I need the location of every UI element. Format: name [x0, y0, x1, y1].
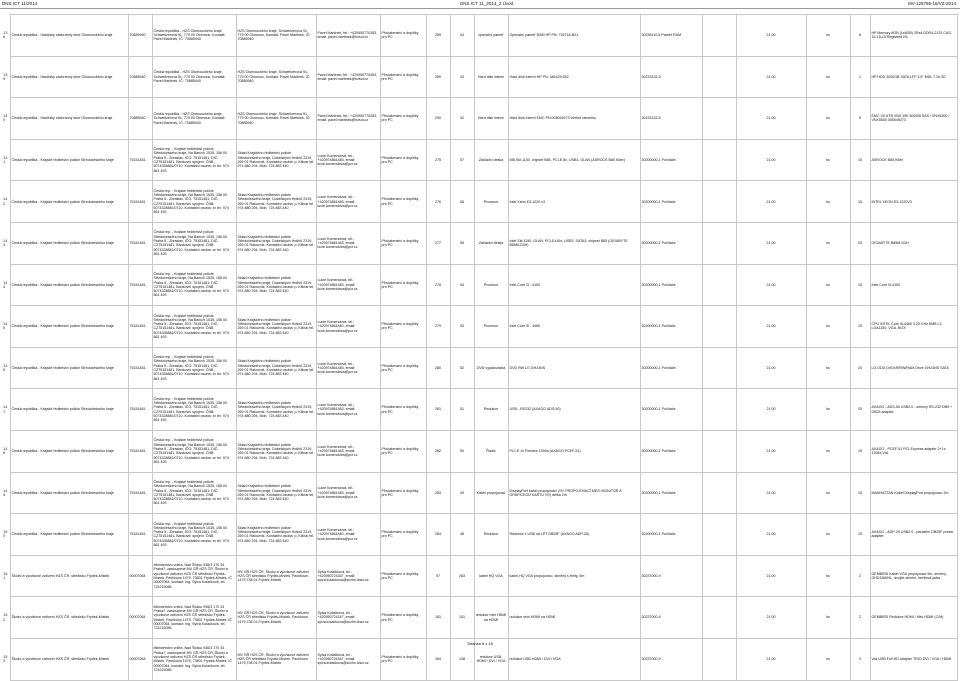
item-name-cell: Základní deska — [474, 222, 508, 264]
note-cell: EMC VX 6TB VNX 15K 600GB SAS / VNX5300 / VNX5500 005049273 — [870, 98, 957, 140]
delivery-place-cell: HZS Olomouckého kraje, Schweitzerova 91, 779 00 Olomouc, Kontakt: Pavel Martinek, IČ: 70885940 — [236, 98, 316, 140]
contracting-authority: Česká republika - Krajské ředitelství policie Středočeského kraje — [10, 264, 128, 306]
quantity-cell: 20 — [850, 347, 870, 389]
item-name-cell: Procesor — [474, 306, 508, 348]
unit-label-cell: ks — [806, 597, 850, 639]
vat-rate-cell: 21.00 — [736, 638, 806, 680]
item-name-cell: operační paměť — [474, 15, 508, 57]
table-row — [2, 264, 957, 306]
item-name-cell: redukce mini HDMI na HDMI — [474, 597, 508, 639]
item-id-cell: 277 — [426, 222, 450, 264]
ico-cell: 75151481 — [128, 347, 152, 389]
item-description-cell: Intel Skt.1150, GLAN, PCI-Ex16x, USB3, SATA3, chipset B85 (GIGABYTE B85M-D3H) — [508, 222, 640, 264]
cpv-code-cell: 30237000-9 — [640, 555, 702, 597]
page-header — [0, 0, 960, 8]
item-id-cell: 181 — [426, 597, 450, 639]
item-name-cell: Kabel propojovací — [474, 472, 508, 514]
item-description-cell: PCI-E 1x Firewire 1394a (AXAGO PCEF-51) — [508, 430, 640, 472]
item-id-cell: 275 — [426, 139, 450, 181]
row-number: 148 — [3, 445, 8, 456]
item-description-cell: Hard disk interní HP PN: 484429-002 — [508, 56, 640, 98]
unit-label-cell: ks — [806, 638, 850, 680]
ico-cell: 75151481 — [128, 430, 152, 472]
item-name-cell: DVD vypalovačka — [474, 347, 508, 389]
row-number: 140 — [3, 113, 8, 123]
address-cell: Česká rep. - Krajské ředitelství policie Středočeského kraje, Na Baních 1535, 156 00 Praha 5 - Zbraslav, IČO: 75151481, DIČ: CZ75151481, Bankovní spojení: ČNB 5074328881/0710. Kontaktní osoba: xx tel. 974 861 493 — [152, 181, 236, 223]
vat-rate-cell: 21.00 — [736, 347, 806, 389]
vat-rate-cell: 21.00 — [736, 306, 806, 348]
cpv-code-cell: 30200000-1 Počítače — [640, 347, 702, 389]
unit-cell — [702, 56, 736, 98]
category-cell: Příslušenství a doplňky pro PC — [380, 222, 426, 264]
item-description-cell: DisplayPort kabel propojovací (!!!!! PROPOJOVACÍ MEZI MONITOR A GRAFICKOU KARTU !!!!!) délka 2m — [508, 472, 640, 514]
quantity-cell: 5 — [850, 98, 870, 140]
contracting-authority: Česká republika - Krajské ředitelství policie Středočeského kraje — [10, 222, 128, 264]
sequence-cell: 151 — [450, 597, 474, 639]
contracting-authority: Česká republika - Krajské ředitelství policie Středočeského kraje — [10, 430, 128, 472]
unit-cell — [702, 472, 736, 514]
sequence-cell: 54 — [450, 264, 474, 306]
contracting-authority: Česká republika - Krajské ředitelství policie Středočeského kraje — [10, 306, 128, 348]
item-id-cell: 279 — [426, 306, 450, 348]
sequence-cell: 49 — [450, 472, 474, 514]
delivery-place-cell: MV GŘ HZS ČR, Školní a výcvikové zařízení HZS ČR středisko Frýdek-Místek, Pavlíkova 1479,738 01 Frýdek-Místek — [236, 638, 316, 680]
address-cell: Česká rep. - Krajské ředitelství policie Středočeského kraje, Na Baních 1535, 156 00 Praha 5 - Zbraslav, IČO: 75151481, DIČ: CZ75151481, Bankovní spojení: ČNB 5074328881/0710. Kontaktní osoba: xx tel. 974 861 493 — [152, 264, 236, 306]
category-cell: Příslušenství a doplňky pro PC — [380, 98, 426, 140]
delivery-place-cell: Sklad Krajského ředitelství policie Středočeského kraje, Dukelských Hrdinů 2319, 269 01 Rakovník, Kontaktní osoba: p. Kilinar tel. 974 880 294, Mob. 724 883 440 — [236, 139, 316, 181]
sequence-cell: 50 — [450, 430, 474, 472]
table-row — [2, 472, 957, 514]
contact-cell: Sylva Kotačková, tel.: +420950724347, email: sylva.kotackova@svzhn.izscr.cz — [316, 555, 380, 597]
header-center: DNS ICT 11_2014_2 Úvod — [460, 1, 514, 6]
note-cell: GEMBIRD Kabel VGA propojovací 5m, stíněný, GHD15M/HL, dvojité stínění, ferritová jádra — [870, 555, 957, 597]
contracting-authority: Česká republika - Krajské ředitelství policie Středočeského kraje — [10, 514, 128, 556]
delivery-place-cell: Sklad Krajského ředitelství policie Středočeského kraje, Dukelských Hrdinů 2319, 269 01 Rakovník, Kontaktní osoba: p. Kilinar tel. 974 880 294, Mob. 724 883 440 — [236, 514, 316, 556]
cpv-code-cell: 30200000-1 Počítače — [640, 389, 702, 431]
ico-cell: 75151481 — [128, 514, 152, 556]
unit-cell — [702, 98, 736, 140]
item-name-cell: Hard disk interní — [474, 98, 508, 140]
ico-cell: 70885940 — [128, 98, 152, 140]
item-name-cell: Redukce — [474, 389, 508, 431]
address-cell: Ministerstvo vnitra, Nad Štolou 936/3 170 34 Praha7, zastoupené MV GŘ HZS ČR, Školní a výcvikové zařízení HZS ČR středisko Frýdek-Místek, Pavlíkova 1479, 73801 Frýdek-Místek, IČ 00007064, kontakt: Ing. Sylva Kotačková, tel. 724215086 — [152, 638, 236, 680]
item-description-cell: redukce USB-HDMI / DVI / VGA — [508, 638, 640, 680]
note-cell: GIGABYTE B85M-D3H — [870, 222, 957, 264]
table-row — [2, 389, 957, 431]
vat-rate-cell: 21.00 — [736, 222, 806, 264]
item-description-cell: Intel Core i3 - 4150 — [508, 264, 640, 306]
category-cell: Příslušenství a doplňky pro PC — [380, 347, 426, 389]
sequence-cell: 55 — [450, 222, 474, 264]
unit-cell — [702, 597, 736, 639]
delivery-place-cell: HZS Olomouckého kraje, Schweitzerova 91, 779 00 Olomouc, Kontakt: Pavel Martinek, IČ: 70885940 — [236, 56, 316, 98]
unit-label-cell: ks — [806, 139, 850, 181]
quantity-cell: 6 — [850, 15, 870, 57]
ico-cell: 75151481 — [128, 472, 152, 514]
contact-cell: Lucie Komendová, tel.: +420974861483, email: lucie.komendova@pcr.cz — [316, 514, 380, 556]
address-cell: Česká rep. - Krajské ředitelství policie Středočeského kraje, Na Baních 1535, 156 00 Praha 5 - Zbraslav, IČO: 75151481, DIČ: CZ75151481, Bankovní spojení: ČNB 5074328881/0710. Kontaktní osoba: xx tel. 974 861 493 — [152, 389, 236, 431]
cpv-code-cell: 30200000-1 Počítače — [640, 181, 702, 223]
contact-cell: Lucie Komendová, tel.: +420974861483, email: lucie.komendova@pcr.cz — [316, 347, 380, 389]
ico-cell: 75151481 — [128, 139, 152, 181]
item-name-cell: Procesor — [474, 264, 508, 306]
contracting-authority: Školní a výcvikové zařízení HZS ČR, středisko Frýdek-Místek — [10, 638, 128, 680]
contracting-authority: Česká republika - Hasičský záchranný sbor Olomouckého kraje — [10, 15, 128, 57]
category-cell: Příslušenství a doplňky pro PC — [380, 56, 426, 98]
item-description-cell: USB - RS232 (AXAGO ADS-50) — [508, 389, 640, 431]
table-row — [2, 306, 957, 348]
item-id-cell: 280 — [426, 347, 450, 389]
sequence-cell: 42 — [450, 98, 474, 140]
row-number: 141 — [3, 154, 8, 165]
unit-label-cell: ks — [806, 472, 850, 514]
delivery-place-cell: Sklad Krajského ředitelství policie Středočeského kraje, Dukelských Hrdinů 2319, 269 01 Rakovník, Kontaktní osoba: p. Kilinar tel. 974 880 294, Mob. 724 883 440 — [236, 306, 316, 348]
cpv-code-cell: 30200000-1 Počítače — [640, 139, 702, 181]
sequence-cell: 148 — [450, 638, 474, 680]
item-description-cell: MB Skt.1150, chipset B85, PCI-E 8x, USB3, GLAN (ASROCK B85 Killer) — [508, 139, 640, 181]
note-cell: INTEL XEON E3-1220V3 — [870, 181, 957, 223]
item-id-cell: 282 — [426, 430, 450, 472]
contracting-authority: Česká republika - Hasičský záchranný sbor Olomouckého kraje — [10, 56, 128, 98]
row-number: 139 — [3, 71, 8, 81]
contracting-authority: Česká republika - Krajské ředitelství policie Středočeského kraje — [10, 181, 128, 223]
quantity-cell: 1 — [850, 56, 870, 98]
table-row — [2, 347, 957, 389]
quantity-cell: 2 — [850, 638, 870, 680]
category-cell: Příslušenství a doplňky pro PC — [380, 139, 426, 181]
header-divider — [0, 8, 960, 9]
unit-cell — [702, 264, 736, 306]
delivery-place-cell: MV GŘ HZS ČR, Školní a výcvikové zařízení HZS ČR středisko Frýdek-Místek, Pavlíkova 1479,738 01 Frýdek-Místek — [236, 555, 316, 597]
unit-cell — [702, 514, 736, 556]
note-cell: Intel Core i3-4150 — [870, 264, 957, 306]
quantity-cell: 15 — [850, 514, 870, 556]
sequence-cell: 44 — [450, 15, 474, 57]
contact-cell: Pavel Martinek, tel.: +420950770283, email: pavel.martinek@hzsol.cz — [316, 98, 380, 140]
address-cell: Česká rep. - Krajské ředitelství policie Středočeského kraje, Na Baních 1535, 156 00 Praha 5 - Zbraslav, IČO: 75151481, DIČ: CZ75151481, Bankovní spojení: ČNB 5074328881/0710. Kontaktní osoba: xx tel. 974 861 493 — [152, 472, 236, 514]
cpv-code-cell: 30233132-5 — [640, 56, 702, 98]
address-cell: Česká rep. - Krajské ředitelství policie Středočeského kraje, Na Baních 1535, 156 00 Praha 5 - Zbraslav, IČO: 75151481, DIČ: CZ75151481, Bankovní spojení: ČNB 5074328881/0710. Kontaktní osoba: xx tel. 974 861 493 — [152, 139, 236, 181]
note-cell: LG ODD DVD±R/RW/RAM Drive GH24NS SATA — [870, 347, 957, 389]
item-id-cell: 283 — [426, 472, 450, 514]
category-cell: Příslušenství a doplňky pro PC — [380, 472, 426, 514]
quantity-cell: 2 — [850, 597, 870, 639]
delivery-place-cell: HZS Olomouckého kraje, Schweitzerova 91, 779 00 Olomouc, Kontakt: Pavel Martinek, IČ: 70885940 — [236, 15, 316, 57]
row-number: 147 — [3, 404, 8, 414]
item-name-cell: Řadič — [474, 430, 508, 472]
ico-cell: 00007064 — [128, 638, 152, 680]
item-name-cell: kabel HQ VGA — [474, 555, 508, 597]
row-number: 138 — [3, 30, 8, 40]
cpv-code-cell: 30233132-5 — [640, 98, 702, 140]
cpv-code-cell: 30200000-1 Počítače — [640, 514, 702, 556]
address-cell: Ministerstvo vnitra, Nad Štolou 936/3 170 34 Praha7, zastoupené MV GŘ HZS ČR, Školní a výcvikové zařízení HZS ČR středisko Frýdek-Místek, Pavlíkova 1479, 73801 Frýdek-Místek, IČ 00007064, kontakt: Ing. Sylva Kotačková, tel. 724215086 — [152, 597, 236, 639]
item-description-cell: DVD RW LG GH24NS — [508, 347, 640, 389]
unit-label-cell: ks — [806, 389, 850, 431]
delivery-place-cell: Sklad Krajského ředitelství policie Středočeského kraje, Dukelských Hrdinů 2319, 269 01 Rakovník, Kontaktní osoba: p. Kilinar tel. 974 880 294, Mob. 724 883 440 — [236, 347, 316, 389]
sequence-cell: 53 — [450, 306, 474, 348]
quantity-cell: 20 — [850, 222, 870, 264]
cpv-code-cell: 30200000-1 Počítače — [640, 430, 702, 472]
note-cell: AXAGO - ADS-50 USB2.0 - sériový RS-232 DB9 + DB25 adaptér — [870, 389, 957, 431]
contracting-authority: Česká republika - Krajské ředitelství policie Středočeského kraje — [10, 139, 128, 181]
item-id-cell: 284 — [426, 514, 450, 556]
unit-cell — [702, 347, 736, 389]
unit-label-cell: ks — [806, 430, 850, 472]
vat-rate-cell: 21.00 — [736, 56, 806, 98]
quantity-cell: 15 — [850, 430, 870, 472]
cpv-code-cell: 30200000-1 Počítače — [640, 222, 702, 264]
address-cell: Česká rep. - Krajské ředitelství policie Středočeského kraje, Na Baních 1535, 156 00 Praha 5 - Zbraslav, IČO: 75151481, DIČ: CZ75151481, Bankovní spojení: ČNB 5074328881/0710. Kontaktní osoba: xx tel. 974 861 493 — [152, 306, 236, 348]
contracting-authority: Školní a výcvikové zařízení HZS ČR, středisko Frýdek-Místek — [10, 555, 128, 597]
row-number: 151 — [3, 570, 8, 581]
unit-cell — [702, 389, 736, 431]
contact-cell: Lucie Komendová, tel.: +420974861483, email: lucie.komendova@pcr.cz — [316, 181, 380, 223]
delivery-place-cell: MV GŘ HZS ČR, Školní a výcvikové zařízení HZS ČR středisko Frýdek-Místek, Pavlíkova 1479,738 01 Frýdek-Místek — [236, 597, 316, 639]
delivery-place-cell: Sklad Krajského ředitelství policie Středočeského kraje, Dukelských Hrdinů 2319, 269 01 Rakovník, Kontaktní osoba: p. Kilinar tel. 974 880 294, Mob. 724 883 440 — [236, 264, 316, 306]
header-right: MV-128755-16/VZ-2014 — [907, 1, 956, 6]
item-name-cell: Procesor — [474, 181, 508, 223]
ico-cell: 70885940 — [128, 56, 152, 98]
sequence-cell: 48 — [450, 514, 474, 556]
ico-cell: 75151481 — [128, 306, 152, 348]
ico-cell: 75151481 — [128, 181, 152, 223]
category-cell: Příslušenství a doplňky pro PC — [380, 555, 426, 597]
item-id-cell: 184 — [426, 638, 450, 680]
table-row — [2, 98, 957, 140]
address-cell: Česká republika - HZS Olomouckého kraje, Schweitzerova 91, 779 00 Olomouc, Kontakt: Pavel Martinek, IČ: 70885940 — [152, 98, 236, 140]
contracting-authority: Školní a výcvikové zařízení HZS ČR, středisko Frýdek-Místek — [10, 597, 128, 639]
row-number: 152 — [3, 612, 8, 622]
table-row — [2, 139, 957, 181]
cpv-code-cell: 30200000-1 Počítače — [640, 306, 702, 348]
cpv-code-cell: 30237000-9 — [640, 597, 702, 639]
vat-rate-cell: 21.00 — [736, 139, 806, 181]
contact-cell: Lucie Komendová, tel.: +420974861483, email: lucie.komendova@pcr.cz — [316, 472, 380, 514]
ico-cell: 75151481 — [128, 222, 152, 264]
contracting-authority: Česká republika - Hasičský záchranný sbor Olomouckého kraje — [10, 98, 128, 140]
quantity-cell: 20 — [850, 389, 870, 431]
table-body — [2, 15, 957, 681]
contact-cell: Pavel Martinek, tel.: +420950770283, email: pavel.martinek@hzsol.cz — [316, 15, 380, 57]
address-cell: Česká rep. - Krajské ředitelství policie Středočeského kraje, Na Baních 1535, 156 00 Praha 5 - Zbraslav, IČO: 75151481, DIČ: CZ75151481, Bankovní spojení: ČNB 5074328881/0710. Kontaktní osoba: xx tel. 974 861 493 — [152, 514, 236, 556]
item-name-cell: redukce USB-HDMI / DVI / VGA — [474, 638, 508, 680]
unit-cell — [702, 181, 736, 223]
table-row — [2, 15, 957, 57]
category-cell: Příslušenství a doplňky pro PC — [380, 264, 426, 306]
sequence-cell: 43 — [450, 56, 474, 98]
unit-label-cell: ks — [806, 181, 850, 223]
address-cell: Česká republika - HZS Olomouckého kraje, Schweitzerova 91, 779 00 Olomouc, Kontakt: Pavel Martinek, IČ: 70885940 — [152, 15, 236, 57]
vat-rate-cell: 21.00 — [736, 555, 806, 597]
vat-rate-cell: 21.00 — [736, 430, 806, 472]
unit-label-cell: ks — [806, 222, 850, 264]
quantity-cell: 2 — [850, 555, 870, 597]
category-cell: Příslušenství a doplňky pro PC — [380, 15, 426, 57]
row-number: 149 — [3, 487, 8, 497]
sequence-cell: 56 — [450, 181, 474, 223]
ico-cell: 70885940 — [128, 15, 152, 57]
note-cell: Vaz USB Full HD Adapter TRIO DVI / VGA / HDMI — [870, 638, 957, 680]
contact-cell: Lucie Komendová, tel.: +420974861483, email: lucie.komendova@pcr.cz — [316, 389, 380, 431]
cpv-code-cell: 30237000-9 — [640, 638, 702, 680]
table-row — [2, 222, 957, 264]
unit-cell — [702, 306, 736, 348]
item-id-cell: 289 — [426, 15, 450, 57]
item-description-cell: Hard disk interní EMC PN:005049273 včetně rámečku — [508, 98, 640, 140]
row-number: 143 — [3, 237, 8, 248]
vat-rate-cell: 21.00 — [736, 597, 806, 639]
unit-cell — [702, 139, 736, 181]
contact-cell: Lucie Komendová, tel.: +420974861483, email: lucie.komendova@pcr.cz — [316, 430, 380, 472]
unit-label-cell: ks — [806, 264, 850, 306]
vat-rate-cell: 21.00 — [736, 389, 806, 431]
cpv-code-cell: 30200000-1 Počítače — [640, 264, 702, 306]
vat-rate-cell: 21.00 — [736, 15, 806, 57]
note-cell: MANHATTAN Kabel DisplayPort propojovací 2m — [870, 472, 957, 514]
vat-rate-cell: 21.00 — [736, 514, 806, 556]
page-footer: Stránka 6 z 18 — [467, 641, 493, 646]
quantity-cell: 15 — [850, 181, 870, 223]
cpv-code-cell: 30200000-1 Počítače — [640, 472, 702, 514]
contact-cell: Lucie Komendová, tel.: +420974861483, email: lucie.komendova@pcr.cz — [316, 306, 380, 348]
unit-label-cell: ks — [806, 15, 850, 57]
table-row — [2, 555, 957, 597]
table-row — [2, 181, 957, 223]
sequence-cell: 51 — [450, 389, 474, 431]
unit-label-cell: ks — [806, 306, 850, 348]
ico-cell: 75151481 — [128, 389, 152, 431]
note-cell: GEMBIRD Redukce HDMI / Mini HDMI (C/M) — [870, 597, 957, 639]
vat-rate-cell: 21.00 — [736, 472, 806, 514]
ico-cell: 00007064 — [128, 555, 152, 597]
sequence-cell: 52 — [450, 347, 474, 389]
note-cell: AXAGO - ADP-25 USB2.0 - paralelní DB25F printer adaptér — [870, 514, 957, 556]
note-cell: HP Memory 8GB (1x8GB) 2Rx4 DDR4-2133 CAS-15-15-15 Registred Kit — [870, 15, 957, 57]
contact-cell: Lucie Komendová, tel.: +420974861483, email: lucie.komendova@pcr.cz — [316, 222, 380, 264]
contact-cell: Pavel Martinek, tel.: +420950770283, email: pavel.martinek@hzsol.cz — [316, 56, 380, 98]
quantity-cell: 15 — [850, 472, 870, 514]
sequence-cell: 57 — [450, 139, 474, 181]
item-id-cell: 289 — [426, 56, 450, 98]
item-name-cell: Hard disk interní — [474, 56, 508, 98]
table-row — [2, 514, 957, 556]
vat-rate-cell: 21.00 — [736, 181, 806, 223]
address-cell: Česká republika - HZS Olomouckého kraje, Schweitzerova 91, 779 00 Olomouc, Kontakt: Pavel Martinek, IČ: 70885940 — [152, 56, 236, 98]
header-left: DNS ICT 11/2014 — [2, 1, 38, 6]
unit-cell — [702, 15, 736, 57]
category-cell: Příslušenství a doplňky pro PC — [380, 389, 426, 431]
delivery-place-cell: Sklad Krajského ředitelství policie Středočeského kraje, Dukelských Hrdinů 2319, 269 01 Rakovník, Kontaktní osoba: p. Kilinar tel. 974 880 294, Mob. 724 883 440 — [236, 181, 316, 223]
item-id-cell: 290 — [426, 98, 450, 140]
delivery-place-cell: Sklad Krajského ředitelství policie Středočeského kraje, Dukelských Hrdinů 2319, 269 01 Rakovník, Kontaktní osoba: p. Kilinar tel. 974 880 294, Mob. 724 883 440 — [236, 222, 316, 264]
address-cell: Ministerstvo vnitra, Nad Štolou 936/3 170 34 Praha7, zastoupené MV GŘ HZS ČR, Školní a výcvikové zařízení HZS ČR středisko Frýdek-Místek, Pavlíkova 1479, 73801 Frýdek-Místek, IČ 00007064, kontakt: Ing. Sylva Kotačková, tel. 724215086 — [152, 555, 236, 597]
table-row — [2, 597, 957, 639]
contracting-authority: Česká republika - Krajské ředitelství policie Středočeského kraje — [10, 389, 128, 431]
category-cell: Příslušenství a doplňky pro PC — [380, 181, 426, 223]
delivery-place-cell: Sklad Krajského ředitelství policie Středočeského kraje, Dukelských Hrdinů 2319, 269 01 Rakovník, Kontaktní osoba: p. Kilinar tel. 974 880 294, Mob. 724 883 440 — [236, 389, 316, 431]
note-cell: CPU INTEL Core i5-4460 3.20 GHz 6MB L3 LGA1150, VGA, BOX — [870, 306, 957, 348]
item-description-cell: redukce mini HDMI na HDMI — [508, 597, 640, 639]
category-cell: Příslušenství a doplňky pro PC — [380, 306, 426, 348]
unit-label-cell: ks — [806, 555, 850, 597]
vat-rate-cell: 21.00 — [736, 98, 806, 140]
sequence-cell: 283 — [450, 555, 474, 597]
row-number: 144 — [3, 279, 8, 289]
item-description-cell: kabel HQ VGA propojovací, stíněný s ferity, 5m — [508, 555, 640, 597]
item-description-cell: Operační paměť RAM HP PN: 726718-B21 — [508, 15, 640, 57]
delivery-place-cell: Sklad Krajského ředitelství policie Středočeského kraje, Dukelských Hrdinů 2319, 269 01 Rakovník, Kontaktní osoba: p. Kilinar tel. 974 880 294, Mob. 724 883 440 — [236, 472, 316, 514]
contact-cell: Lucie Komendová, tel.: +420974861483, email: lucie.komendova@pcr.cz — [316, 139, 380, 181]
vat-rate-cell: 21.00 — [736, 264, 806, 306]
unit-label-cell: ks — [806, 56, 850, 98]
category-cell: Příslušenství a doplňky pro PC — [380, 597, 426, 639]
unit-cell — [702, 555, 736, 597]
table-row — [2, 56, 957, 98]
note-cell: HP HDD 3000GB SATA LFF 3.5" MDL 7.2k 3G — [870, 56, 957, 98]
address-cell: Česká rep. - Krajské ředitelství policie Středočeského kraje, Na Baních 1535, 156 00 Praha 5 - Zbraslav, IČO: 75151481, DIČ: CZ75151481, Bankovní spojení: ČNB 5074328881/0710. Kontaktní osoba: xx tel. 974 861 493 — [152, 347, 236, 389]
category-cell: Příslušenství a doplňky pro PC — [380, 514, 426, 556]
row-number: 145 — [3, 321, 8, 331]
delivery-place-cell: Sklad Krajského ředitelství policie Středočeského kraje, Dukelských Hrdinů 2319, 269 01 Rakovník, Kontaktní osoba: p. Kilinar tel. 974 880 294, Mob. 724 883 440 — [236, 430, 316, 472]
item-description-cell: Redukce z USB na LPT DB25F (AXAGO ADP-25) — [508, 514, 640, 556]
table-row — [2, 430, 957, 472]
contact-cell: Sylva Kotačková, tel.: +420950724347, email: sylva.kotackova@svzhn.izscr.cz — [316, 638, 380, 680]
unit-label-cell: ks — [806, 514, 850, 556]
row-number: 146 — [3, 362, 8, 373]
unit-label-cell: ks — [806, 98, 850, 140]
note-cell: AXAGO - PCEF-51 PCI-Express adaptér 2+1x 1394a VIA — [870, 430, 957, 472]
row-number: 150 — [3, 529, 8, 539]
contracting-authority: Česká republika - Krajské ředitelství policie Středočeského kraje — [10, 347, 128, 389]
contact-cell: Sylva Kotačková, tel.: +420950724347, email: sylva.kotackova@svzhn.izscr.cz — [316, 597, 380, 639]
item-id-cell: 276 — [426, 181, 450, 223]
category-cell: Příslušenství a doplňky pro PC — [380, 430, 426, 472]
item-name-cell: Redukce — [474, 514, 508, 556]
address-cell: Česká rep. - Krajské ředitelství policie Středočeského kraje, Na Baních 1535, 156 00 Praha 5 - Zbraslav, IČO: 75151481, DIČ: CZ75151481, Bankovní spojení: ČNB 5074328881/0710. Kontaktní osoba: xx tel. 974 861 493 — [152, 222, 236, 264]
category-cell: Příslušenství a doplňky pro PC — [380, 638, 426, 680]
quantity-cell: 15 — [850, 139, 870, 181]
item-id-cell: 278 — [426, 264, 450, 306]
unit-label-cell: ks — [806, 347, 850, 389]
item-description-cell: Intel Xeon E3-1220 v3 — [508, 181, 640, 223]
ico-cell: 75151481 — [128, 264, 152, 306]
item-description-cell: Intel Core i5 - 4460 — [508, 306, 640, 348]
cpv-code-cell: 30236110-6 Paměť RAM — [640, 15, 702, 57]
row-number: 142 — [3, 196, 8, 206]
contact-cell: Lucie Komendová, tel.: +420974861483, email: lucie.komendova@pcr.cz — [316, 264, 380, 306]
unit-cell — [702, 222, 736, 264]
contracting-authority: Česká republika - Krajské ředitelství policie Středočeského kraje — [10, 472, 128, 514]
item-name-cell: Základní deska — [474, 139, 508, 181]
quantity-cell: 15 — [850, 306, 870, 348]
row-number: 153 — [3, 653, 8, 664]
ico-cell: 00007064 — [128, 597, 152, 639]
item-id-cell: 97 — [426, 555, 450, 597]
note-cell: ASROCK B85 Killer — [870, 139, 957, 181]
quantity-cell: 15 — [850, 264, 870, 306]
address-cell: Česká rep. - Krajské ředitelství policie Středočeského kraje, Na Baních 1535, 156 00 Praha 5 - Zbraslav, IČO: 75151481, DIČ: CZ75151481, Bankovní spojení: ČNB 5074328881/0710. Kontaktní osoba: xx tel. 974 861 493 — [152, 430, 236, 472]
unit-cell — [702, 430, 736, 472]
order-table — [2, 14, 958, 681]
item-id-cell: 281 — [426, 389, 450, 431]
